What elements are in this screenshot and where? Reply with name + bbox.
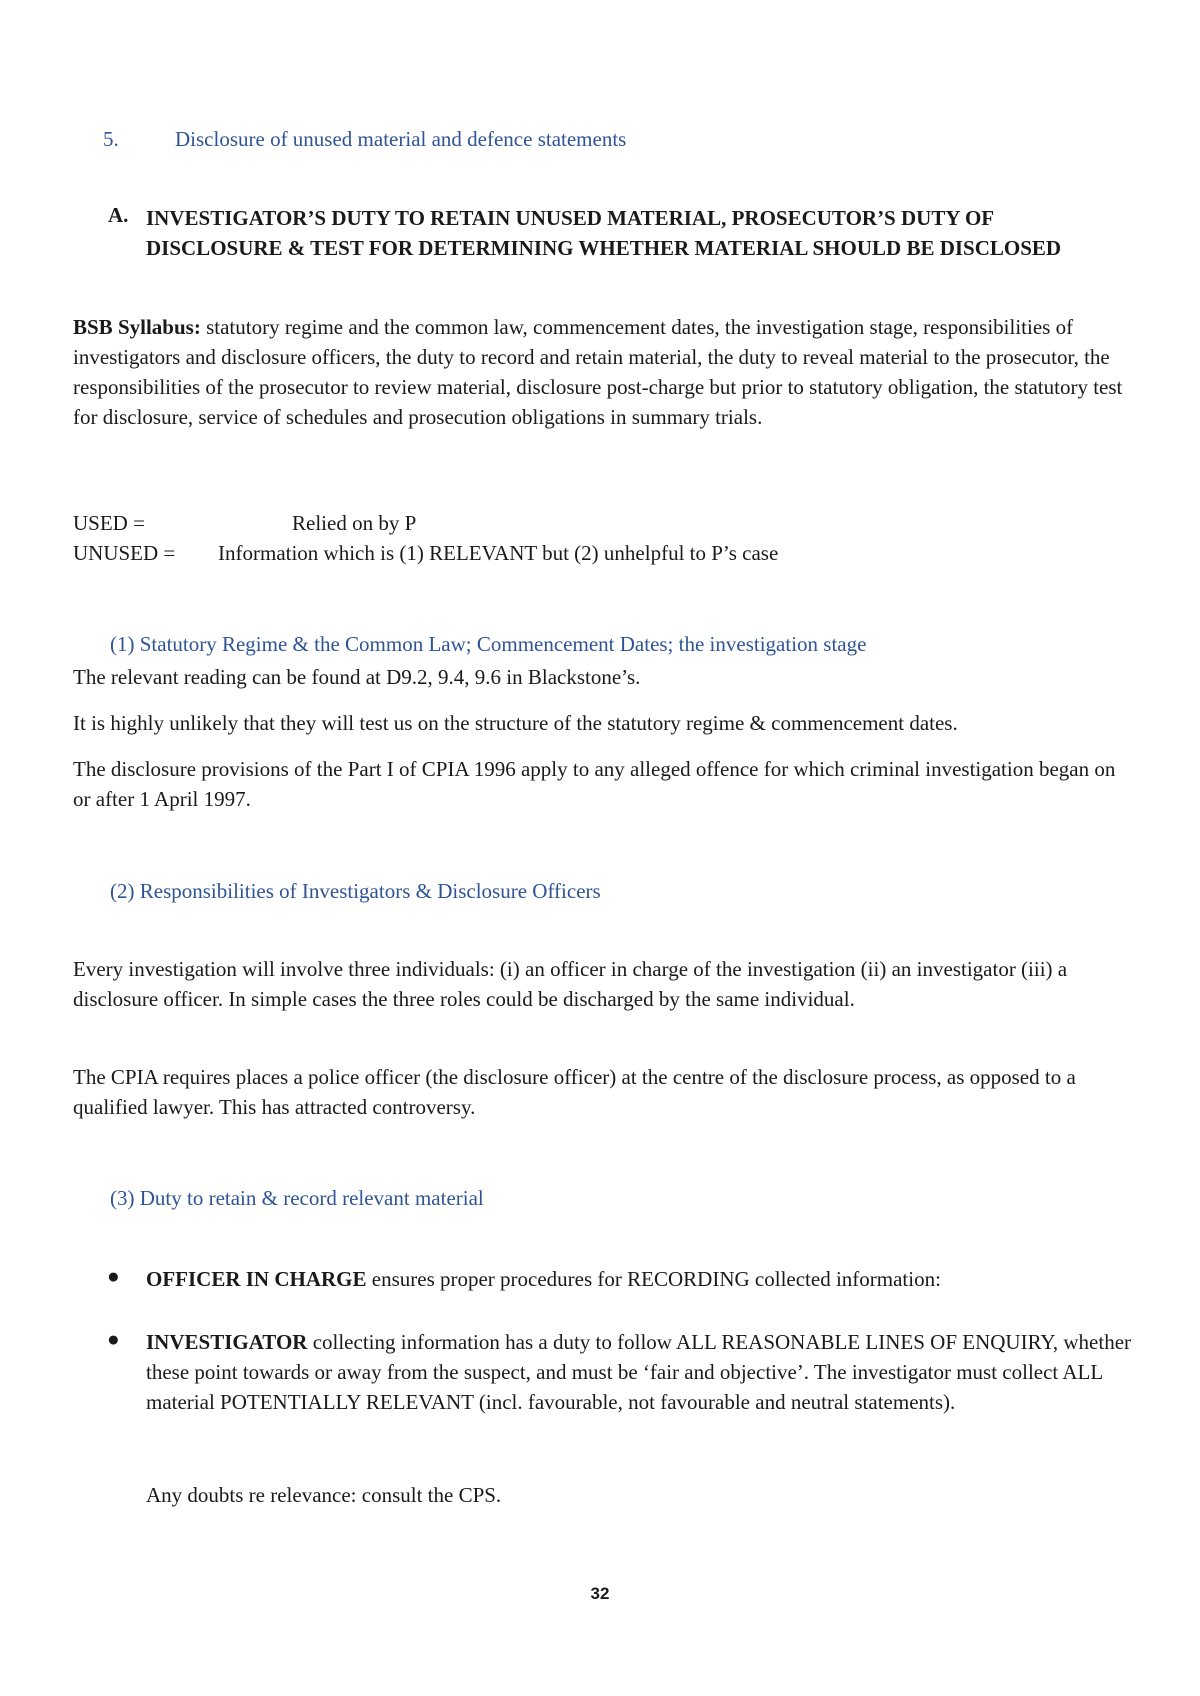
section-1-p3: The disclosure provisions of the Part I of CPIA 1996 apply to any alleged offence for which criminal investigation began on or after 1 April 1997.	[73, 757, 1116, 811]
section-a-letter: A.	[108, 203, 129, 227]
section-3-title: (3) Duty to retain & record relevant material	[110, 1186, 484, 1210]
heading-title: Disclosure of unused material and defence statements	[175, 127, 627, 151]
section-2-title: (2) Responsibilities of Investigators & Disclosure Officers	[110, 879, 601, 903]
bullet-1-text: ensures proper procedures for RECORDING collected information:	[366, 1267, 941, 1291]
unused-value: Information which is (1) RELEVANT but (2) unhelpful to P’s case	[218, 541, 779, 565]
unused-label: UNUSED =	[73, 541, 176, 565]
relevance-note: Any doubts re relevance: consult the CPS.	[146, 1483, 502, 1507]
used-value: Relied on by P	[292, 511, 417, 535]
page-number: 32	[590, 1584, 610, 1603]
section-1-p1: The relevant reading can be found at D9.2, 9.4, 9.6 in Blackstone’s.	[73, 665, 641, 689]
syllabus-label: BSB Syllabus:	[73, 315, 201, 339]
bullet-investigator	[146, 1327, 1136, 1417]
syllabus-paragraph	[73, 312, 1133, 432]
bullet-officer-in-charge	[146, 1264, 1136, 1294]
bullet-2-bold: INVESTIGATOR	[146, 1330, 308, 1354]
used-label: USED =	[73, 511, 145, 535]
syllabus-text: statutory regime and the common law, commencement dates, the investigation stage, responsibilities of investigators and disclosure officers, the duty to record and retain material, the duty to reveal material to the prosecutor, the responsibilities of the prosecutor to review material, disclosure post-charge but prior to statutory obligation, the statutory test for disclosure, service of schedules and prosecution obligations in summary trials.	[73, 315, 1123, 429]
heading-number: 5.	[103, 127, 119, 151]
bullet-icon: ●	[107, 1264, 120, 1288]
section-a-title: INVESTIGATOR’S DUTY TO RETAIN UNUSED MATERIAL, PROSECUTOR’S DUTY OF DISCLOSURE & TEST FOR DETERMINING WHETHER MATERIAL SHOULD BE DISCLOSED	[146, 206, 1062, 260]
section-2-p2: The CPIA requires places a police officer (the disclosure officer) at the centre of the disclosure process, as opposed to a qualified lawyer. This has attracted controversy.	[73, 1065, 1076, 1119]
section-2-p1: Every investigation will involve three individuals: (i) an officer in charge of the investigation (ii) an investigator (iii) a disclosure officer. In simple cases the three roles could be discharged by the same individual.	[73, 957, 1068, 1011]
section-1-title: (1) Statutory Regime & the Common Law; Commencement Dates; the investigation stage	[110, 632, 867, 656]
section-1-p2: It is highly unlikely that they will test us on the structure of the statutory regime & commencement dates.	[73, 711, 958, 735]
bullet-icon: ●	[107, 1327, 120, 1351]
bullet-2-text: collecting information has a duty to follow ALL REASONABLE LINES OF ENQUIRY, whether these point towards or away from the suspect, and must be ‘fair and objective’. The investigator must collect ALL material POTENTIALLY RELEVANT (incl. favourable, not favourable and neutral statements).	[146, 1330, 1132, 1414]
bullet-1-bold: OFFICER IN CHARGE	[146, 1267, 367, 1291]
